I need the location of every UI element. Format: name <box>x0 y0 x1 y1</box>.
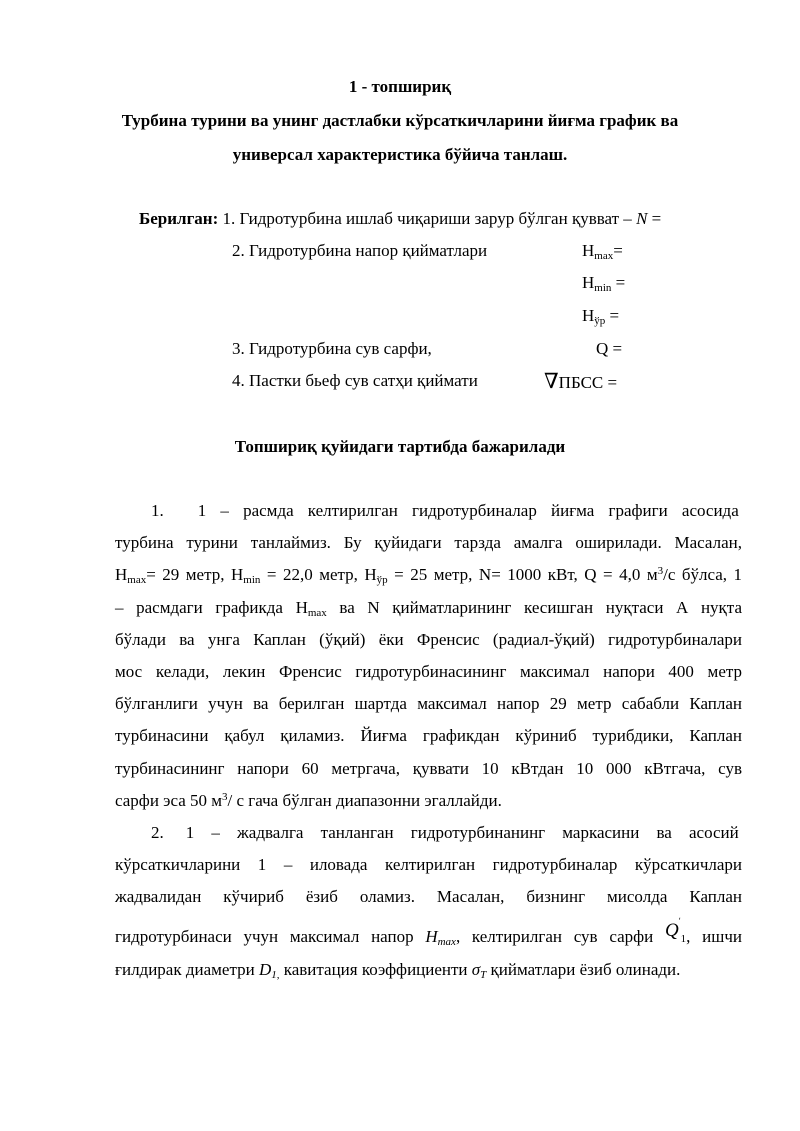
para1-line: бўлади ва унга Каплан (ўқий) ёки Френсис (радиал-ўқий) гидротурбиналари <box>115 629 742 649</box>
para1-line: турбинасини қабул қиламиз. Йиғма графикдан кўриниб турибдики, Каплан <box>115 726 742 746</box>
para1-line: $H_{max}= 29$ метр, $H_{min} = 22,0$ метр, $H_{ўр} = 25$ метр, N= 1000 кВт, Q = 4,0 $м^3/с$ бўлса, 1 <box>115 565 743 587</box>
given-item-1-text: Гидротурбина ишлаб чиқариши зарур бўлган қувват – <box>235 209 637 228</box>
given-label: Берилган: <box>139 209 219 228</box>
para1-line: 1. 1 – расмда келтирилган гидротурбиналар йиғма графиги асосида <box>151 501 739 520</box>
given-item-3: 3. Гидротурбина сув сарфи, <box>232 339 432 358</box>
para2-line: гидротурбинаси учун максимал напор $H_{max}$, келтирилган сув сарфи $Q^ʹ1$, ишчи <box>115 915 742 948</box>
nabla-icon: ∇ <box>544 369 559 393</box>
para1-line: – расмдаги графикда $H_{max}$ ва N қийматларининг кесишган нуқтаси А нуқта <box>115 597 742 619</box>
given-item-1 <box>139 209 661 229</box>
paragraph-2 <box>115 817 742 986</box>
para2-line: кўрсаткичларини 1 – иловада келтирилган гидротурбиналар кўрсаткичлари <box>115 855 742 875</box>
title-line-2: универсал характеристика бўйича танлаш. <box>232 145 568 164</box>
para1-line: бўлганлиги учун ва берилган шартда максимал напор 29 метр сабабли Каплан <box>115 694 742 714</box>
para1-line: мос келади, лекин Френсис гидротурбинасининг максимал напори 400 метр <box>115 661 742 681</box>
q-field: Q = <box>596 339 623 358</box>
task-number: 1 - топшириқ <box>348 77 452 96</box>
hmax-field: $H_{max}=$ <box>582 241 623 262</box>
para2-line: ғилдирак диаметри $D_{1,}$ кавитация коэффициенти $\sigma_T$ қийматлари ёзиб олинади. <box>115 959 681 981</box>
given-item-1-var: N <box>636 209 648 228</box>
para1-line: турбина турини танлаймиз. Бу қуйидаги тарзда амалга оширилади. Масалан, <box>115 533 742 553</box>
para1-line: турбинасининг напори 60 метргача, қуввати 10 кВтдан 10 000 кВтгача, сув <box>115 758 742 778</box>
para2-line: жадвалидан кўчириб ёзиб оламиз. Масалан, бизнинг мисолда Каплан <box>115 887 742 907</box>
hmin-field: $H_{min}$ = <box>582 273 626 294</box>
given-item-1-num: 1. <box>222 209 236 228</box>
given-item-2: 2. Гидротурбина напор қийматлари <box>232 241 488 260</box>
para2-line: 2. 1 – жадвалга танланган гидротурбинанинг маркасини ва асосий <box>151 823 739 842</box>
pbss-field: ∇ПБСС = <box>544 369 618 393</box>
section-title: Топшириқ қуйидаги тартибда бажарилади <box>234 437 566 456</box>
title-line-1: Турбина турини ва унинг дастлабки кўрсаткичларини йиғма график ва <box>121 111 679 130</box>
hur-field: $H_{ўр}$ = <box>582 306 620 327</box>
given-item-1-eq: = <box>647 209 662 228</box>
para1-line: сарфи эса 50 $м^3/$ с гача бўлган диапазонни эгаллайди. <box>115 790 502 810</box>
paragraph-1 <box>115 495 742 817</box>
given-item-4: 4. Пастки бьеф сув сатҳи қиймати <box>232 371 478 390</box>
